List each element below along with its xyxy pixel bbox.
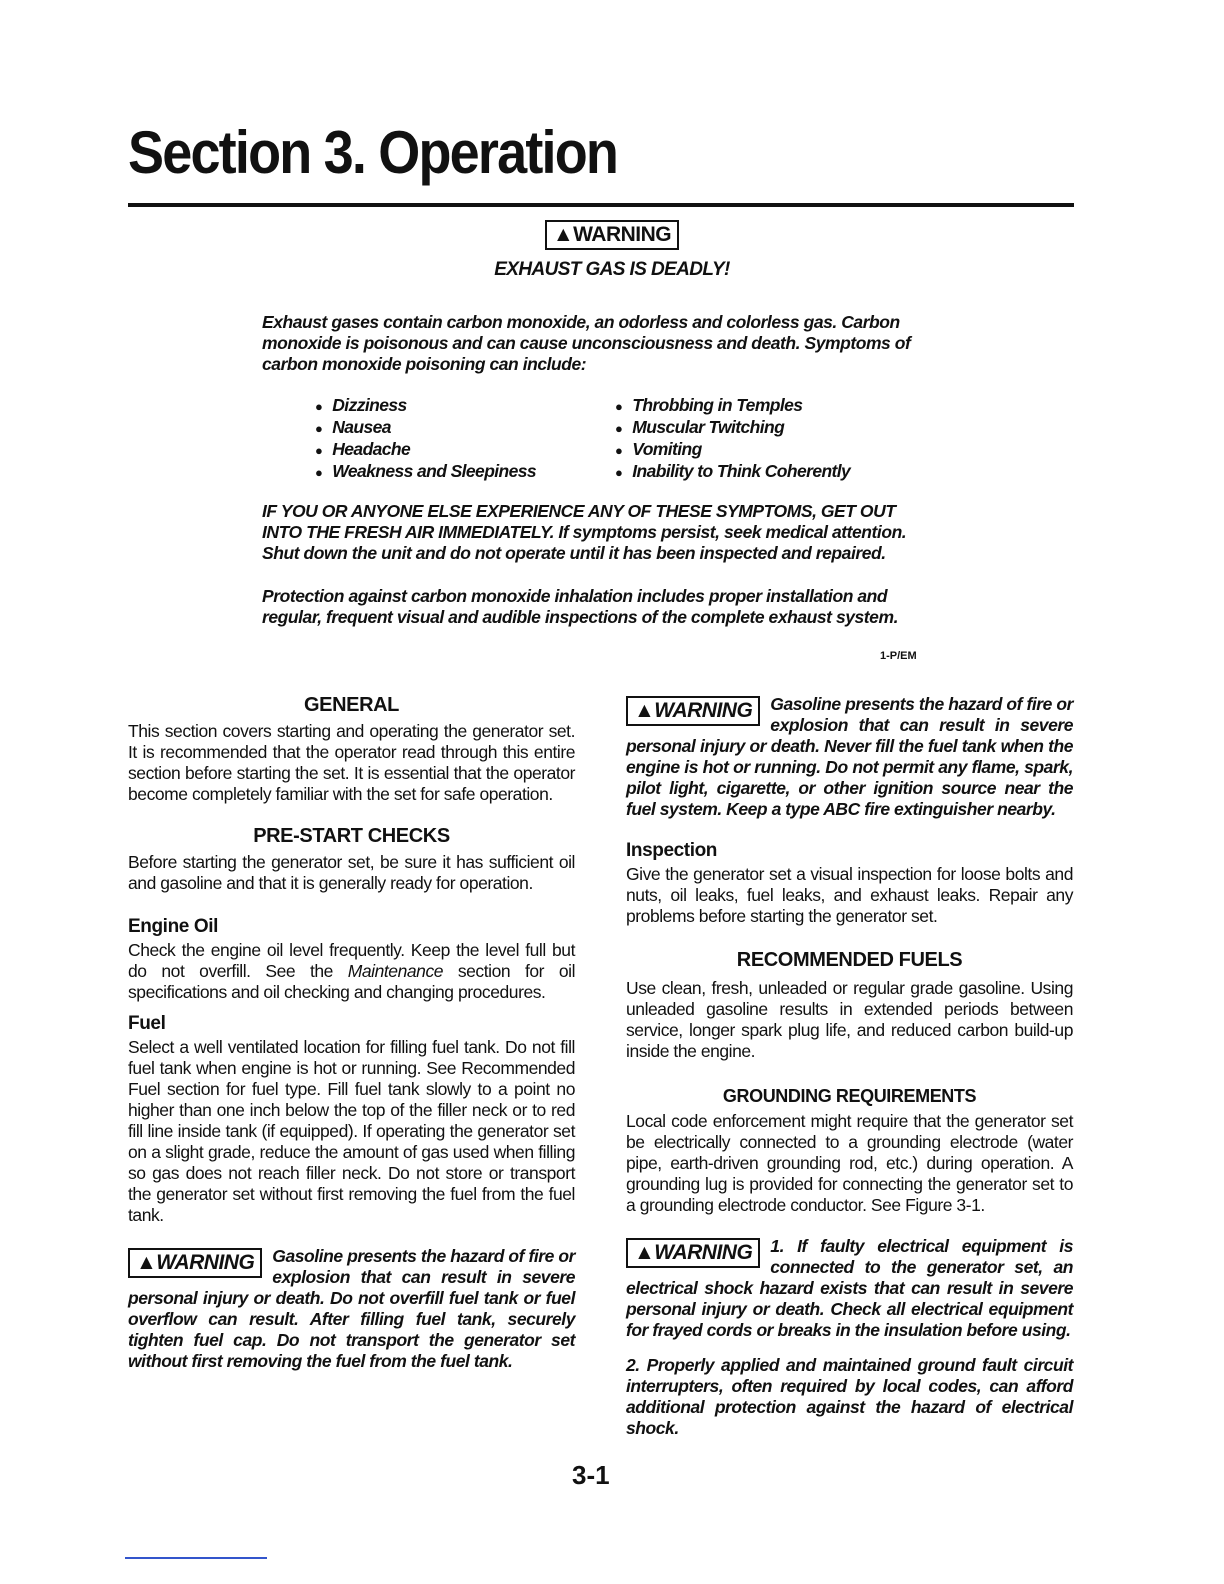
warning-text-2: 2. Properly applied and maintained ground fault circuit interrupters, often required by local codes, can afford additional protection against the hazard of electrical shock. <box>626 1355 1073 1438</box>
engine-oil-heading: Engine Oil <box>128 916 218 937</box>
symptom-item: ● Vomiting <box>615 439 850 461</box>
left-column <box>128 694 575 1372</box>
warning-badge <box>128 1248 262 1278</box>
warning-text-1: 1. If faulty electrical equipment is connected to the generator set, an electrical shock hazard exists that can result in severe personal injury or death. Check all electrical equipment for frayed cords or breaks in the insulation before using. <box>626 1236 1073 1340</box>
warning-triangle-icon: ▲ <box>552 223 574 246</box>
fuel-heading: Fuel <box>128 1013 166 1034</box>
fuel-text: Select a well ventilated location for filling fuel tank. Do not fill fuel tank when engine is hot or running. See Recommended Fuel section for fuel type. Fill fuel tank slowly to a point no higher than one inch below the top of the filler neck or to red fill line inside tank (if equipped). If operating the generator set on a slight grade, reduce the amount of gas used when filling so gas does not reach filler neck. Do not store or transport the generator set without first removing the fuel from the fuel tank. <box>128 1037 575 1225</box>
top-warning-badge <box>0 220 1224 250</box>
right-column <box>626 694 1073 1439</box>
warning-triangle-icon: ▲ <box>634 1241 655 1264</box>
warning-para-2: IF YOU OR ANYONE ELSE EXPERIENCE ANY OF THESE SYMPTOMS, GET OUT INTO THE FRESH AIR IMMEDIATELY. If symptoms persist, seek medical attention. Shut down the unit and do not operate until it has been inspected and repaired. <box>262 501 907 563</box>
warning-para-1: Exhaust gases contain carbon monoxide, an odorless and colorless gas. Carbon monoxide is poisonous and can cause unconsciousness and death. Symptoms of carbon monoxide poisoning can include: <box>262 312 911 374</box>
inspection-heading: Inspection <box>626 840 718 861</box>
symptoms-list-right <box>615 395 850 483</box>
warning-triangle-icon: ▲ <box>634 699 655 722</box>
warning-triangle-icon: ▲ <box>136 1251 157 1274</box>
inspection-text: Give the generator set a visual inspection for loose bolts and nuts, oil leaks, fuel leaks, and exhaust leaks. Repair any problems before starting the generator set. <box>626 864 1073 926</box>
oil-text-a: Check the engine oil level frequently. Keep the level full but do not overfill. See the <box>128 940 575 981</box>
warning-badge <box>626 1238 760 1268</box>
symptom-item: ● Weakness and Sleepiness <box>315 461 536 483</box>
warning-headline: EXHAUST GAS IS DEADLY! <box>494 259 730 280</box>
footer-rule <box>125 1557 267 1559</box>
warning-code: 1-P/EM <box>880 650 917 662</box>
symptom-item: ● Headache <box>315 439 536 461</box>
general-heading: GENERAL <box>304 694 399 716</box>
recommended-fuels-text: Use clean, fresh, unleaded or regular grade gasoline. Using unleaded gasoline results in extended periods between service, longer spark plug life, and reduced carbon build-up inside the engine. <box>626 978 1073 1061</box>
general-text: This section covers starting and operating the generator set. It is recommended that the operator read through this entire section before starting the set. It is essential that the operator become completely familiar with the set for safe operation. <box>128 721 575 804</box>
oil-text-b: section for oil specifications and oil checking and changing procedures. <box>128 961 576 1002</box>
warning-badge <box>626 696 760 726</box>
warning-para-3: Protection against carbon monoxide inhalation includes proper installation and regular, frequent visual and audible inspections of the complete exhaust system. <box>262 586 898 627</box>
grounding-heading: GROUNDING REQUIREMENTS <box>722 1086 977 1106</box>
grounding-text: Local code enforcement might require that the generator set be electrically connected to a grounding electrode (water pipe, earth-driven grounding rod, etc.) during operation. A grounding lug is provided for connecting the generator set to a grounding electrode conductor. See Figure 3-1. <box>626 1111 1073 1215</box>
symptom-item: ● Nausea <box>315 417 536 439</box>
symptom-item: ● Dizziness <box>315 395 536 417</box>
warning-label: WARNING <box>573 223 672 246</box>
symptom-item: ● Inability to Think Coherently <box>615 461 850 483</box>
left-fuel-warning <box>128 1246 575 1372</box>
electrical-warning <box>626 1236 1073 1341</box>
right-fuel-warning <box>626 694 1073 820</box>
maintenance-ref: Maintenance <box>347 961 444 981</box>
symptoms-list-left <box>315 395 536 483</box>
title-rule <box>128 203 1074 207</box>
engine-oil-text <box>128 940 575 1003</box>
prestart-heading: PRE-START CHECKS <box>253 825 450 847</box>
warning-text: Gasoline presents the hazard of fire or explosion that can result in severe personal injury or death. Do not overfill fuel tank or fuel overflow can result. After filling fuel tank, securely tighten fuel cap. Do not transport the generator set without first removing the fuel from the fuel tank. <box>128 1246 575 1371</box>
page-title: Section 3. Operation <box>128 119 618 186</box>
symptom-item: ● Muscular Twitching <box>615 417 850 439</box>
warning-text: Gasoline presents the hazard of fire or explosion that can result in severe personal injury or death. Never fill the fuel tank when the engine is hot or running. Do not permit any flame, spark, pilot light, cigarette, or other ignition source near the fuel system. Keep a type ABC fire extinguisher nearby. <box>626 694 1073 819</box>
warning-label: WARNING <box>156 1251 255 1274</box>
warning-label: WARNING <box>654 1241 753 1264</box>
symptom-item: ● Throbbing in Temples <box>615 395 850 417</box>
page-number: 3-1 <box>572 1460 610 1490</box>
prestart-text: Before starting the generator set, be sure it has sufficient oil and gasoline and that it is generally ready for operation. <box>128 852 575 893</box>
warning-label: WARNING <box>654 699 753 722</box>
recommended-fuels-heading: RECOMMENDED FUELS <box>736 949 963 971</box>
